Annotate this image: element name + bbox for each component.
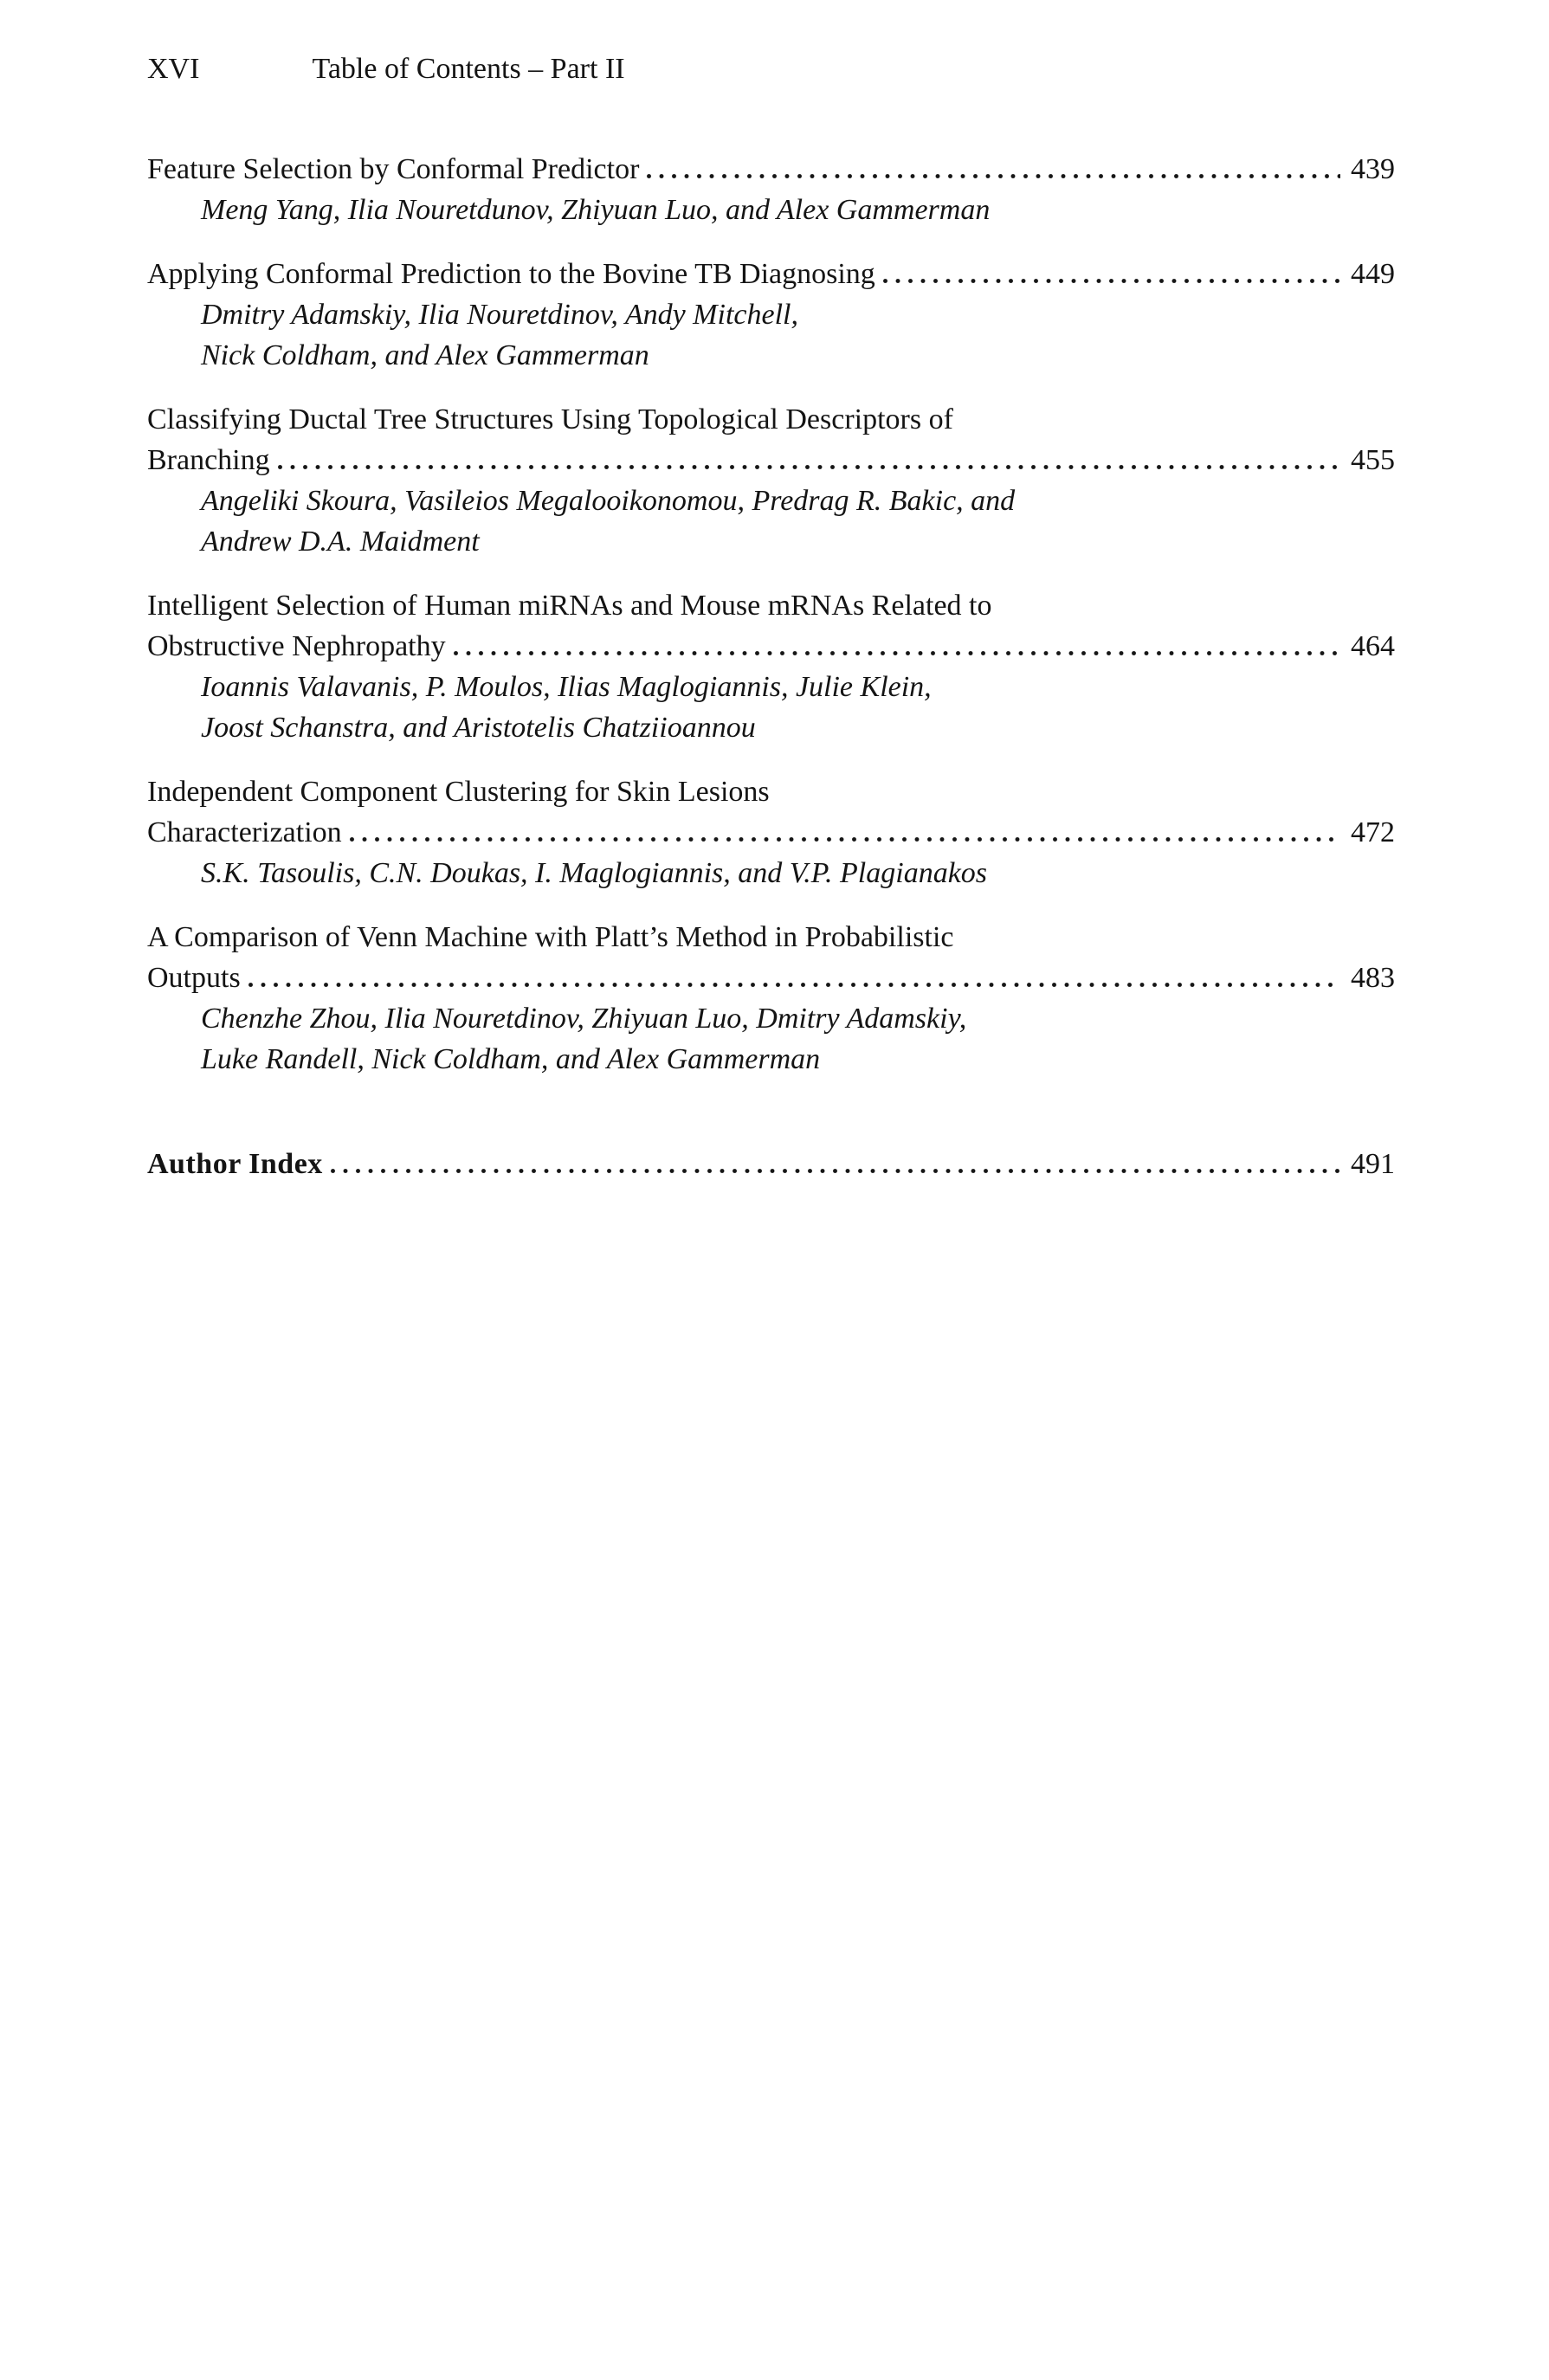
dot-leader bbox=[882, 279, 1340, 283]
entry-title: Feature Selection by Conformal Predictor bbox=[147, 153, 640, 185]
entry-authors-line: Andrew D.A. Maidment bbox=[201, 526, 480, 558]
entry-title-line bbox=[147, 149, 1395, 190]
dot-leader bbox=[646, 174, 1340, 178]
entry-page-number: 449 bbox=[1351, 258, 1395, 290]
entry-authors-line: Joost Schanstra, and Aristotelis Chatziioannou bbox=[201, 712, 756, 744]
entry-authors-line: Meng Yang, Ilia Nouretdunov, Zhiyuan Luo, and Alex Gammerman bbox=[201, 194, 991, 226]
entry-title: Branching bbox=[147, 444, 270, 476]
entry-title: Applying Conformal Prediction to the Bovine TB Diagnosing bbox=[147, 258, 875, 290]
entry-page-number: 464 bbox=[1351, 630, 1395, 662]
entry-authors-line: Dmitry Adamskiy, Ilia Nouretdinov, Andy Mitchell, bbox=[201, 299, 798, 331]
entry-authors-line: Luke Randell, Nick Coldham, and Alex Gammerman bbox=[201, 1043, 821, 1075]
toc-entry bbox=[147, 399, 1395, 562]
author-index-label: Author Index bbox=[147, 1148, 323, 1180]
entry-authors-line: Nick Coldham, and Alex Gammerman bbox=[201, 339, 649, 371]
entry-page-number: 455 bbox=[1351, 444, 1395, 476]
author-index-entry bbox=[147, 1144, 1395, 1184]
dot-leader bbox=[277, 465, 1340, 469]
entry-title: Obstructive Nephropathy bbox=[147, 630, 446, 662]
toc-entry bbox=[147, 149, 1395, 230]
entry-title-line: Intelligent Selection of Human miRNAs and Mouse mRNAs Related to bbox=[147, 590, 992, 622]
entry-title: Outputs bbox=[147, 962, 241, 994]
dot-leader bbox=[453, 651, 1340, 655]
entry-title-line: Classifying Ductal Tree Structures Using Topological Descriptors of bbox=[147, 403, 953, 435]
toc-entry bbox=[147, 585, 1395, 748]
entry-page-number: 439 bbox=[1351, 153, 1395, 185]
dot-leader bbox=[349, 837, 1340, 842]
entry-title-line bbox=[147, 1144, 1395, 1184]
header-page-number: XVI bbox=[147, 53, 200, 85]
entry-authors-line: Chenzhe Zhou, Ilia Nouretdinov, Zhiyuan Luo, Dmitry Adamskiy, bbox=[201, 1003, 967, 1035]
entry-authors-line: Ioannis Valavanis, P. Moulos, Ilias Maglogiannis, Julie Klein, bbox=[201, 671, 932, 703]
entry-title-line bbox=[147, 254, 1395, 294]
dot-leader bbox=[248, 983, 1340, 987]
page-header bbox=[147, 50, 1395, 88]
entry-page-number: 483 bbox=[1351, 962, 1395, 994]
entry-authors-line: Angeliki Skoura, Vasileios Megalooikonomou, Predrag R. Bakic, and bbox=[201, 485, 1016, 517]
entry-page-number: 472 bbox=[1351, 816, 1395, 848]
entry-authors-line: S.K. Tasoulis, C.N. Doukas, I. Maglogiannis, and V.P. Plagianakos bbox=[201, 857, 988, 889]
toc-entry bbox=[147, 771, 1395, 893]
entry-title-line bbox=[147, 440, 1395, 481]
entry-title: Characterization bbox=[147, 816, 342, 848]
toc-list bbox=[147, 149, 1395, 1184]
entry-title-line: A Comparison of Venn Machine with Platt’s Method in Probabilistic bbox=[147, 921, 954, 953]
entry-title-line bbox=[147, 626, 1395, 667]
toc-entry bbox=[147, 254, 1395, 376]
header-title: Table of Contents – Part II bbox=[312, 53, 625, 85]
toc-entry bbox=[147, 917, 1395, 1080]
entry-title-line bbox=[147, 958, 1395, 998]
dot-leader bbox=[330, 1169, 1340, 1173]
entry-title-line: Independent Component Clustering for Skin Lesions bbox=[147, 776, 770, 808]
entry-page-number: 491 bbox=[1351, 1148, 1395, 1180]
entry-title-line bbox=[147, 812, 1395, 853]
